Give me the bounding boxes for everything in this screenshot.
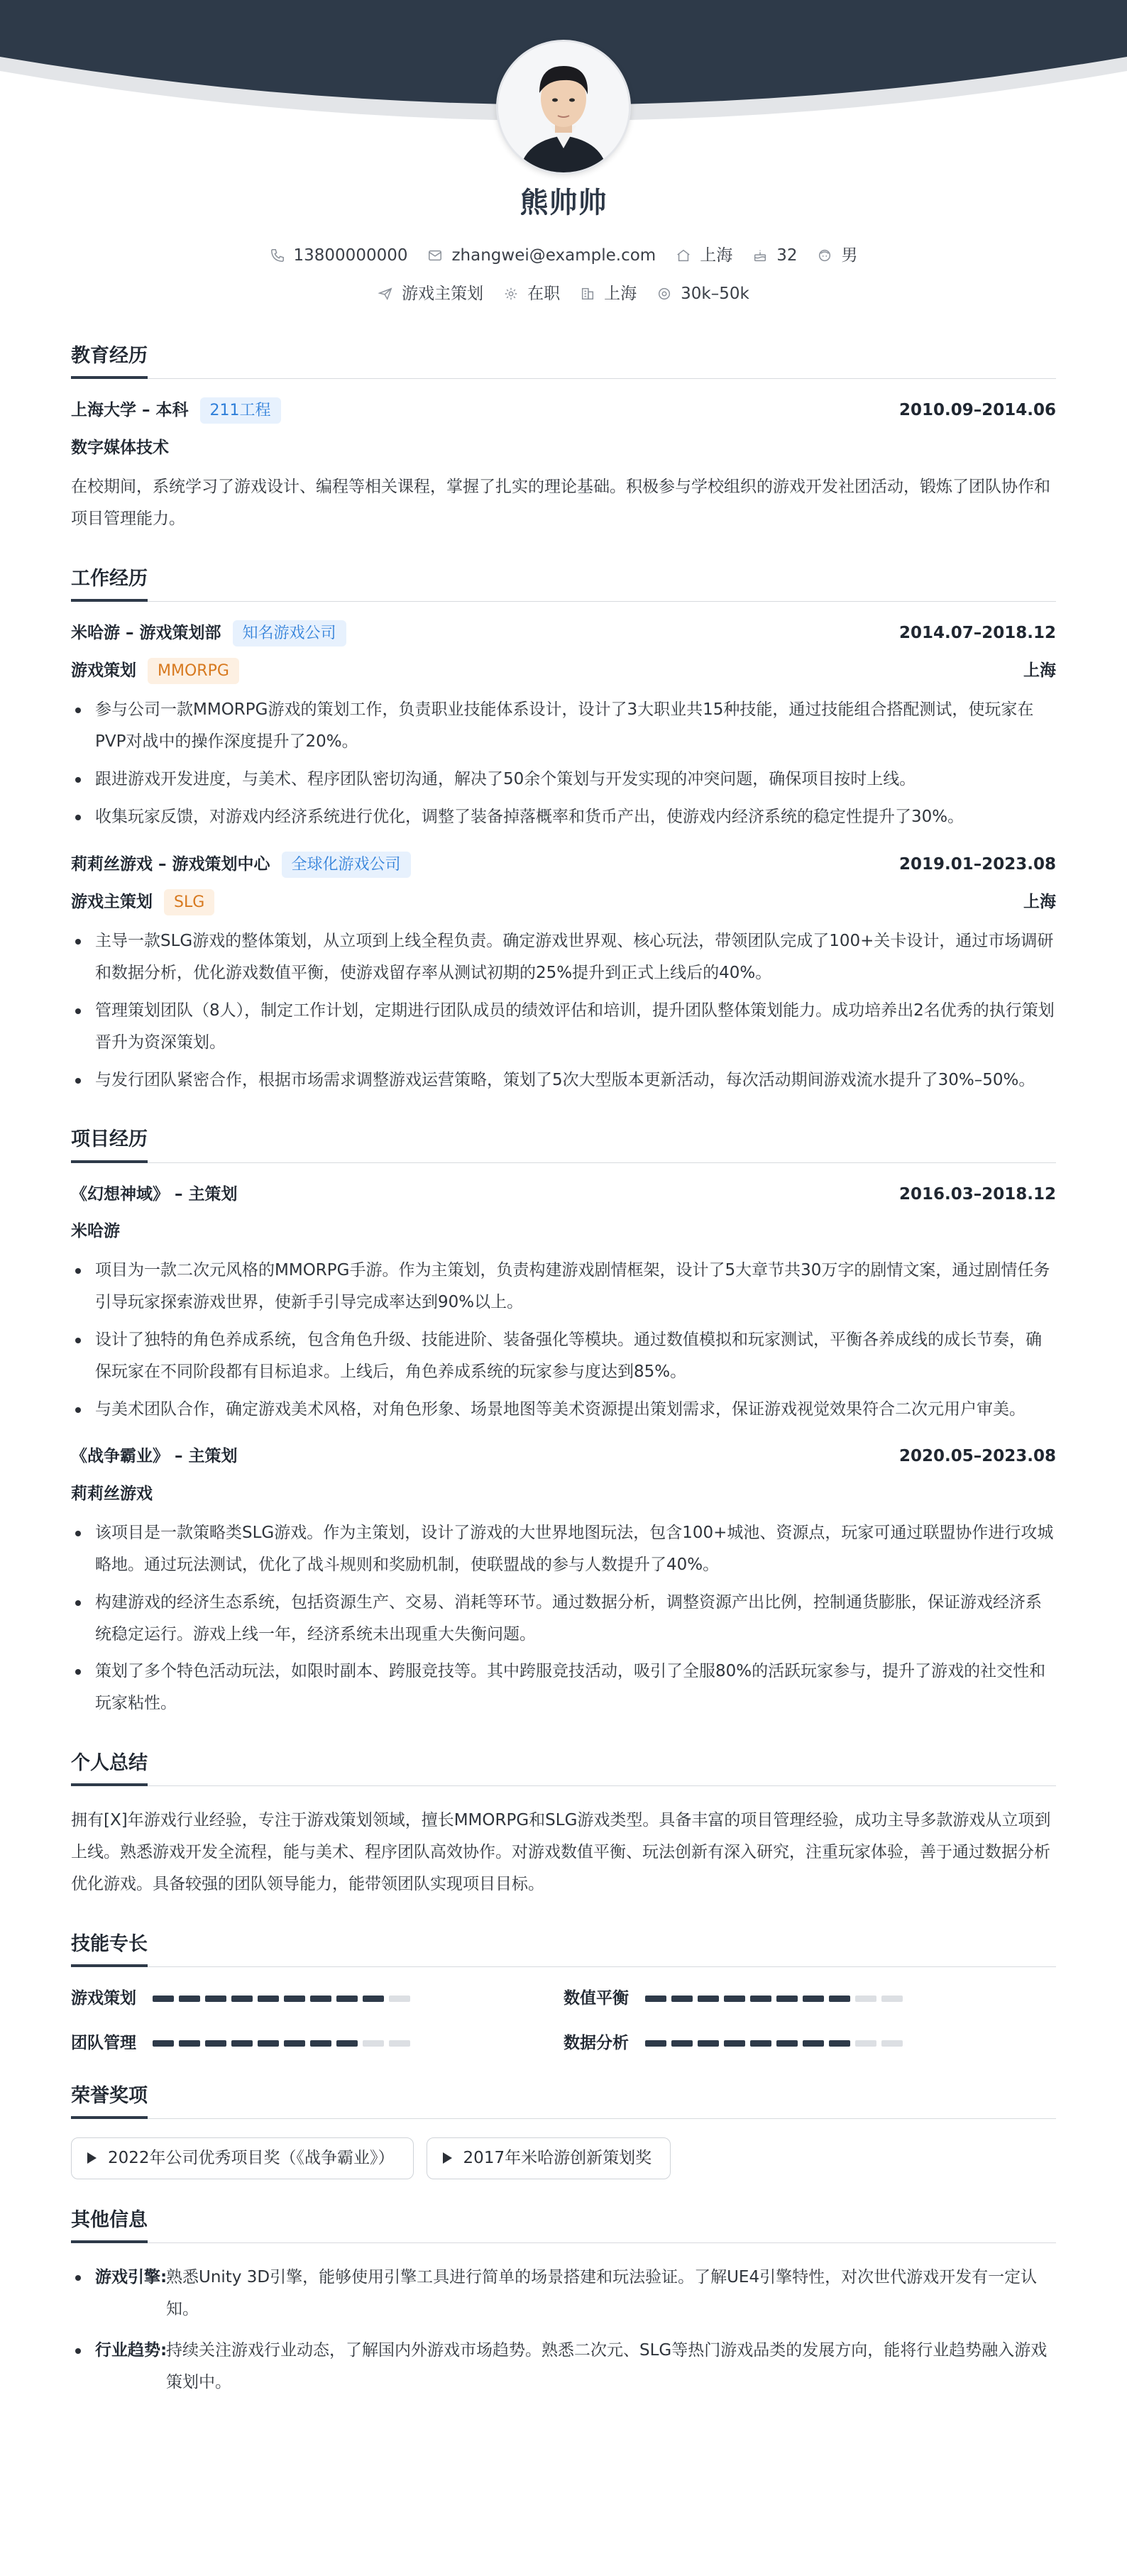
skill-level-segment xyxy=(750,2040,771,2047)
location-item xyxy=(676,243,732,269)
list-item: 收集玩家反馈，对游戏内经济系统进行优化，调整了装备掉落概率和货币产出，使游戏内经济系统的稳定性提升了30%。 xyxy=(71,801,1056,833)
skill-level-segment xyxy=(881,2040,903,2047)
list-item: 设计了独特的角色养成系统，包含角色升级、技能进阶、装备强化等模块。通过数值模拟和玩家测试，平衡各养成线的成长节奏，确保玩家在不同阶段都有目标追求。上线后，角色养成系统的玩家参与度达到85%。 xyxy=(71,1324,1056,1388)
home-icon xyxy=(676,248,691,263)
skill-level-segment xyxy=(724,2040,745,2047)
skills-grid xyxy=(71,1986,1056,2057)
project-company: 莉莉丝游戏 xyxy=(71,1485,153,1504)
skill-level-segment xyxy=(153,1996,174,2002)
list-item: 参与公司一款MMORPG游戏的策划工作，负责职业技能体系设计，设计了3大职业共15种技能，通过技能组合搭配测试，使玩家在PVP对战中的操作深度提升了20%。 xyxy=(71,694,1056,758)
projects-section xyxy=(71,1124,1056,1719)
city-value: 上海 xyxy=(604,285,637,303)
award-chip xyxy=(427,2137,671,2179)
gender-item xyxy=(817,243,857,269)
position-item xyxy=(378,281,483,307)
education-period: 2010.09–2014.06 xyxy=(898,401,1056,420)
skill-level-segment xyxy=(363,1996,384,2002)
company-name: 莉莉丝游戏 – 游戏策划中心 xyxy=(71,854,270,874)
list-item xyxy=(71,2262,1056,2325)
project-name: 《战争霸业》 – 主策划 xyxy=(71,1447,238,1466)
work-period: 2014.07–2018.12 xyxy=(898,624,1056,643)
skill-name: 数值平衡 xyxy=(564,1988,629,2008)
list-item: 构建游戏的经济生态系统，包括资源生产、交易、消耗等环节。通过数据分析，调整资源产出比例，控制通货膨胀，保证游戏经济系统稳定运行。游戏上线一年，经济系统未出现重大失衡问题。 xyxy=(71,1587,1056,1651)
company-name: 米哈游 – 游戏策划部 xyxy=(71,624,221,643)
list-item: 管理策划团队（8人），制定工作计划，定期进行团队成员的绩效评估和培训，提升团队整体策划能力。成功培养出2名优秀的执行策划晋升为资深策划。 xyxy=(71,995,1056,1059)
major: 数字媒体技术 xyxy=(71,439,169,458)
list-item: 策划了多个特色活动玩法，如限时副本、跨服竞技等。其中跨服竞技活动，吸引了全服80%的活跃玩家参与，提升了游戏的社交性和玩家粘性。 xyxy=(71,1656,1056,1719)
skill-level-segment xyxy=(698,1996,719,2002)
section-title: 工作经历 xyxy=(71,563,1056,602)
skill-level-segment xyxy=(153,2040,174,2047)
resume-content xyxy=(71,341,1056,2427)
education-head xyxy=(71,397,1056,424)
skill-level-segment xyxy=(750,1996,771,2002)
role-tag: MMORPG xyxy=(148,658,239,684)
work-item xyxy=(71,852,1056,1096)
other-text: 熟悉Unity 3D引擎，能够使用引擎工具进行简单的场景搭建和玩法验证。了解UE4引擎特性，对次世代游戏开发有一定认知。 xyxy=(166,2267,1038,2318)
status-item xyxy=(503,281,560,307)
list-item: 主导一款SLG游戏的整体策划，从立项到上线全程负责。确定游戏世界观、核心玩法，带领团队完成了100+关卡设计，通过市场调研和数据分析，优化游戏数值平衡，使游戏留存率从测试初期的25%提升到正式上线后的40%。 xyxy=(71,925,1056,989)
skills-section xyxy=(71,1929,1056,2057)
age-value: 32 xyxy=(776,246,798,265)
city-item xyxy=(580,281,637,307)
award-chip xyxy=(71,2137,414,2179)
other-section xyxy=(71,2205,1056,2399)
skill-level-segment xyxy=(776,2040,798,2047)
play-icon xyxy=(87,2152,97,2164)
email-value: zhangwei@example.com xyxy=(451,246,656,265)
company-tag: 全球化游戏公司 xyxy=(282,852,411,878)
award-text: 2022年公司优秀项目奖（《战争霸业》） xyxy=(108,2148,395,2167)
summary-section xyxy=(71,1748,1056,1900)
skill-level-bar xyxy=(153,2040,410,2047)
work-item xyxy=(71,620,1056,833)
cake-icon xyxy=(752,248,768,263)
list-item: 项目为一款二次元风格的MMORPG手游。作为主策划，负责构建游戏剧情框架，设计了5大章节共30万字的剧情文案，通过剧情任务引导玩家探索游戏世界，使新手引导完成率达到90%以上。 xyxy=(71,1255,1056,1319)
skill-level-segment xyxy=(258,2040,279,2047)
work-period: 2019.01–2023.08 xyxy=(898,854,1056,874)
section-title: 个人总结 xyxy=(71,1748,1056,1786)
skill-level-segment xyxy=(724,1996,745,2002)
building-icon xyxy=(580,286,595,302)
skill-level-segment xyxy=(179,2040,200,2047)
gender-icon xyxy=(817,248,832,263)
skill-item xyxy=(71,1986,564,2012)
school-tag: 211工程 xyxy=(200,397,281,424)
phone-value: 13800000000 xyxy=(293,246,408,265)
skill-level-segment xyxy=(336,2040,358,2047)
play-icon xyxy=(443,2152,452,2164)
company-tag: 知名游戏公司 xyxy=(233,620,346,646)
role: 游戏主策划 xyxy=(71,893,153,912)
skill-level-segment xyxy=(881,1996,903,2002)
skill-level-segment xyxy=(284,2040,305,2047)
skill-level-segment xyxy=(698,2040,719,2047)
project-company: 米哈游 xyxy=(71,1222,120,1241)
award-text: 2017年米哈游创新策划奖 xyxy=(463,2148,652,2167)
awards-section xyxy=(71,2081,1056,2179)
other-label: 行业趋势: xyxy=(95,2341,167,2360)
skill-level-segment xyxy=(829,1996,850,2002)
skill-level-segment xyxy=(205,1996,226,2002)
other-label: 游戏引擎: xyxy=(95,2267,167,2286)
candidate-name: 熊帅帅 xyxy=(519,187,608,219)
section-title: 荣誉奖项 xyxy=(71,2081,1056,2119)
skill-level-segment xyxy=(363,2040,384,2047)
section-title: 技能专长 xyxy=(71,1929,1056,1967)
skill-level-segment xyxy=(645,2040,666,2047)
skill-level-segment xyxy=(803,2040,824,2047)
section-title: 教育经历 xyxy=(71,341,1056,379)
project-period: 2020.05–2023.08 xyxy=(898,1447,1056,1466)
skill-level-segment xyxy=(389,1996,410,2002)
section-title: 其他信息 xyxy=(71,2205,1056,2243)
skill-level-segment xyxy=(671,2040,693,2047)
skill-level-segment xyxy=(855,1996,876,2002)
list-item: 跟进游戏开发进度，与美术、程序团队密切沟通，解决了50余个策划与开发实现的冲突问题，确保项目按时上线。 xyxy=(71,764,1056,796)
skill-level-segment xyxy=(829,2040,850,2047)
skill-level-segment xyxy=(231,2040,253,2047)
skill-level-segment xyxy=(310,1996,331,2002)
skill-level-segment xyxy=(389,2040,410,2047)
location-value: 上海 xyxy=(700,246,733,265)
gender-value: 男 xyxy=(841,246,858,265)
list-item: 与美术团队合作，确定游戏美术风格，对角色形象、场景地图等美术资源提出策划需求，保证游戏视觉效果符合二次元用户审美。 xyxy=(71,1394,1056,1426)
list-item: 与发行团队紧密合作，根据市场需求调整游戏运营策略，策划了5次大型版本更新活动，每次活动期间游戏流水提升了30%–50%。 xyxy=(71,1064,1056,1096)
section-title: 项目经历 xyxy=(71,1124,1056,1162)
salary-value: 30k–50k xyxy=(681,285,749,303)
skill-level-segment xyxy=(310,2040,331,2047)
role: 游戏策划 xyxy=(71,661,136,681)
skill-name: 数据分析 xyxy=(564,2033,629,2052)
work-city: 上海 xyxy=(1023,893,1056,912)
other-text: 持续关注游戏行业动态，了解国内外游戏市场趋势。熟悉二次元、SLG等热门游戏品类的发展方向，能将行业趋势融入游戏策划中。 xyxy=(166,2341,1048,2392)
skill-level-segment xyxy=(671,1996,693,2002)
status-value: 在职 xyxy=(527,285,561,303)
project-item xyxy=(71,1443,1056,1719)
skill-level-bar xyxy=(645,2040,903,2047)
coin-icon xyxy=(656,286,672,302)
skill-level-segment xyxy=(776,1996,798,2002)
skill-level-segment xyxy=(231,1996,253,2002)
phone-icon xyxy=(270,248,285,263)
skill-level-segment xyxy=(855,2040,876,2047)
skill-level-segment xyxy=(803,1996,824,2002)
skill-item xyxy=(564,2030,1056,2057)
list-item: 该项目是一款策略类SLG游戏。作为主策划，设计了游戏的大世界地图玩法，包含100+城池、资源点，玩家可通过联盟协作进行攻城略地。通过玩法测试，优化了战斗规则和奖励机制，使联盟战的参与人数提升了40%。 xyxy=(71,1517,1056,1581)
project-item xyxy=(71,1182,1056,1426)
project-period: 2016.03–2018.12 xyxy=(898,1184,1056,1204)
skill-level-segment xyxy=(205,2040,226,2047)
skill-level-bar xyxy=(645,1996,903,2002)
sync-icon xyxy=(503,286,519,302)
header xyxy=(0,0,1127,219)
skill-level-segment xyxy=(284,1996,305,2002)
send-icon xyxy=(378,286,393,302)
email-item xyxy=(427,243,656,269)
project-name: 《幻想神域》 – 主策划 xyxy=(71,1184,238,1204)
work-section xyxy=(71,563,1056,1096)
skill-level-segment xyxy=(645,1996,666,2002)
skill-item xyxy=(564,1986,1056,2012)
mail-icon xyxy=(427,248,443,263)
skill-level-bar xyxy=(153,1996,410,2002)
job-intent-row xyxy=(0,281,1127,307)
work-city: 上海 xyxy=(1023,661,1056,681)
skill-level-segment xyxy=(179,1996,200,2002)
skill-level-segment xyxy=(258,1996,279,2002)
phone-item xyxy=(270,243,408,269)
education-section xyxy=(71,341,1056,535)
age-item xyxy=(752,243,797,269)
summary-text: 拥有[X]年游戏行业经验，专注于游戏策划领域，擅长MMORPG和SLG游戏类型。具备丰富的项目管理经验，成功主导多款游戏从立项到上线。熟悉游戏开发全流程，能与美术、程序团队高效协作。对游戏数值平衡、玩法创新有深入研究，注重玩家体验，善于通过数据分析优化游戏。具备较强的团队领导能力，能带领团队实现项目目标。 xyxy=(71,1811,1051,1893)
skill-item xyxy=(71,2030,564,2057)
school-name: 上海大学 – 本科 xyxy=(71,401,189,420)
position-value: 游戏主策划 xyxy=(402,285,484,303)
skill-name: 团队管理 xyxy=(71,2033,136,2052)
education-desc: 在校期间，系统学习了游戏设计、编程等相关课程，掌握了扎实的理论基础。积极参与学校组织的游戏开发社团活动，锻炼了团队协作和项目管理能力。 xyxy=(71,478,1050,529)
list-item xyxy=(71,2335,1056,2399)
avatar xyxy=(496,40,631,175)
salary-item xyxy=(656,281,749,307)
contact-row xyxy=(0,243,1127,269)
skill-name: 游戏策划 xyxy=(71,1988,136,2008)
role-tag: SLG xyxy=(164,889,214,915)
skill-level-segment xyxy=(336,1996,358,2002)
